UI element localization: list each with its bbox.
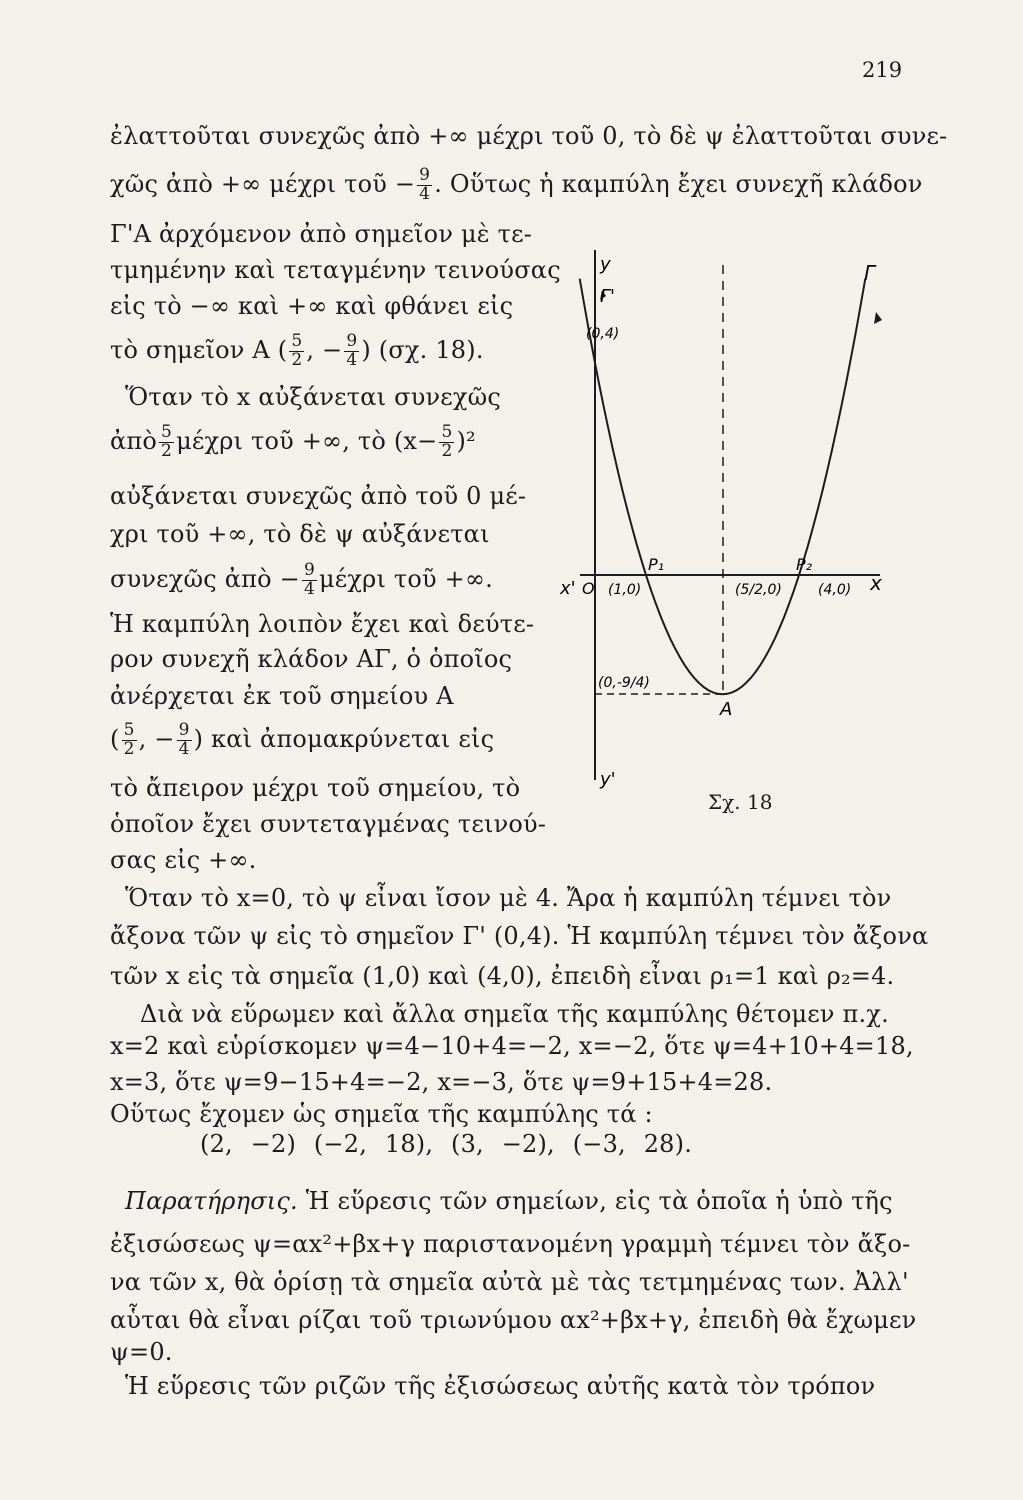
text: , − xyxy=(138,724,175,753)
denominator: 4 xyxy=(303,578,315,599)
text: ( xyxy=(110,724,120,753)
denominator: 2 xyxy=(291,349,303,370)
text: ) καὶ ἀπομακρύνεται εἰς xyxy=(193,724,495,753)
label-y-prime: y' xyxy=(600,769,616,790)
fraction xyxy=(417,167,432,204)
para2-line12: σας εἰς +∞. xyxy=(110,846,257,874)
numerator: 9 xyxy=(178,720,190,740)
text: )² xyxy=(456,426,476,455)
para2-line5 xyxy=(110,562,493,599)
label-vertex-a: A xyxy=(720,699,733,720)
label-root1: (1,0) xyxy=(608,582,642,598)
arrow-right-branch-icon xyxy=(874,312,882,324)
text: ἀπὸ xyxy=(110,426,158,455)
para5-line3: να τῶν x, θὰ ὁρίσῃ τὰ σημεῖα αὐτὰ μὲ τὰς τετμημένας των. Ἀλλ' xyxy=(110,1268,909,1296)
para2-line4: χρι τοῦ +∞, τὸ δὲ ψ αὐξάνεται xyxy=(110,520,490,548)
label-gamma-prime: Γ' xyxy=(600,286,615,307)
para5-line2: ἐξισώσεως ψ=αx²+βx+γ παριστανομένη γραμμὴ τέμνει τὸν ἄξο- xyxy=(110,1230,911,1258)
denominator: 4 xyxy=(419,183,431,204)
numerator: 5 xyxy=(123,720,135,740)
label-gamma: Γ xyxy=(864,261,876,285)
text: . Οὕτως ἡ καμπύλη ἔχει συνεχῆ κλάδον xyxy=(434,169,923,198)
denominator: 2 xyxy=(161,440,173,461)
fraction xyxy=(344,333,359,370)
denominator: 2 xyxy=(441,440,453,461)
para2-line3: αὐξάνεται συνεχῶς ἀπὸ τοῦ 0 μέ- xyxy=(110,482,527,510)
fraction xyxy=(302,562,317,599)
para5-line6: Ἡ εὕρεσις τῶν ριζῶν τῆς ἐξισώσεως αὐτῆς κατὰ τὸν τρόπον xyxy=(125,1372,876,1400)
numerator: 5 xyxy=(161,422,173,442)
para4-line3: x=3, ὅτε ψ=9−15+4=−2, x=−3, ὅτε ψ=9+15+4=28. xyxy=(110,1068,773,1096)
para4-line4: Οὕτως ἔχομεν ὡς σημεῖα τῆς καμπύλης τά : xyxy=(110,1100,653,1128)
label-point-c: (0,4) xyxy=(586,326,620,342)
para2-line2 xyxy=(110,424,476,461)
para3-line2: ἄξονα τῶν ψ εἰς τὸ σημεῖον Γ' (0,4). Ἡ καμπύλη τέμνει τὸν ἄξονα xyxy=(110,922,929,950)
fraction xyxy=(439,424,454,461)
para2-line9 xyxy=(110,722,494,759)
denominator: 2 xyxy=(123,738,135,759)
numerator: 9 xyxy=(346,331,358,351)
numerator: 9 xyxy=(303,560,315,580)
label-y: y xyxy=(600,254,611,275)
para3-line3: τῶν x εἰς τὰ σημεῖα (1,0) καὶ (4,0), ἐπειδὴ εἶναι ρ₁=1 καὶ ρ₂=4. xyxy=(110,962,895,990)
label-root2: (4,0) xyxy=(818,582,852,598)
remark-title: Παρατήρησις. xyxy=(125,1187,298,1215)
para3-line1: Ὅταν τὸ x=0, τὸ ψ εἶναι ἴσον μὲ 4. Ἄρα ἡ καμπύλη τέμνει τὸν xyxy=(125,884,892,912)
parabola-curve xyxy=(580,279,866,695)
fraction xyxy=(177,722,192,759)
para2-line8: ἀνέρχεται ἐκ τοῦ σημείου Α xyxy=(110,682,454,710)
label-x: x xyxy=(870,571,882,595)
text: τὸ σημεῖον Α ( xyxy=(110,335,288,364)
text: Ἡ εὕρεσις τῶν σημείων, εἰς τὰ ὁποῖα ἡ ὑπὸ τῆς xyxy=(305,1187,893,1215)
para4-line2: x=2 καὶ εὑρίσκομεν ψ=4−10+4=−2, x=−2, ὅτε ψ=4+10+4=18, xyxy=(110,1032,914,1060)
denominator: 4 xyxy=(178,738,190,759)
para2-line7: ρον συνεχῆ κλάδον ΑΓ, ὁ ὁποῖος xyxy=(110,645,513,673)
text: χῶς ἀπὸ +∞ μέχρι τοῦ − xyxy=(110,169,416,198)
denominator: 4 xyxy=(346,349,358,370)
para2-line10: τὸ ἄπειρον μέχρι τοῦ σημείου, τὸ xyxy=(110,774,521,802)
parabola-figure xyxy=(560,240,920,800)
para2-line1: Ὅταν τὸ x αὐξάνεται συνεχῶς xyxy=(125,383,502,411)
para5-line5: ψ=0. xyxy=(110,1338,173,1366)
page-number: 219 xyxy=(862,58,903,82)
label-p2: P₂ xyxy=(796,555,813,574)
para1-line4: τμημένην καὶ τεταγμένην τεινούσας xyxy=(110,256,561,284)
label-p1: P₁ xyxy=(648,555,665,574)
para4-line1: Διὰ νὰ εὕρωμεν καὶ ἄλλα σημεῖα τῆς καμπύλης θέτομεν π.χ. xyxy=(140,1000,889,1028)
numerator: 5 xyxy=(291,331,303,351)
para1-line5: εἰς τὸ −∞ καὶ +∞ καὶ φθάνει εἰς xyxy=(110,292,514,320)
fraction xyxy=(159,424,174,461)
para2-line6: Ἡ καμπύλη λοιπὸν ἔχει καὶ δεύτε- xyxy=(110,610,535,638)
text: ) (σχ. 18). xyxy=(361,335,484,364)
label-midpoint: (5/2,0) xyxy=(735,582,782,598)
figure-caption: Σχ. 18 xyxy=(708,790,773,814)
label-origin: O xyxy=(582,579,595,598)
para4-line5: (2, −2) (−2, 18), (3, −2), (−3, 28). xyxy=(200,1130,693,1158)
text: συνεχῶς ἀπὸ − xyxy=(110,564,300,593)
fraction xyxy=(122,722,137,759)
text: μέχρι τοῦ +∞. xyxy=(318,564,493,593)
fraction xyxy=(289,333,304,370)
label-minimum: (0,-9/4) xyxy=(598,675,650,691)
para1-line2 xyxy=(110,167,923,204)
text: , − xyxy=(306,335,343,364)
label-x-prime: x' xyxy=(560,578,576,599)
numerator: 5 xyxy=(441,422,453,442)
para1-line1: ἐλαττοῦται συνεχῶς ἀπὸ +∞ μέχρι τοῦ 0, τὸ δὲ ψ ἐλαττοῦται συνε- xyxy=(110,122,948,150)
para1-line6 xyxy=(110,333,484,370)
para5-line4: αὗται θὰ εἶναι ρίζαι τοῦ τριωνύμου αx²+βx+γ, ἐπειδὴ θὰ ἔχωμεν xyxy=(110,1306,917,1334)
para5-line1 xyxy=(125,1187,893,1215)
para1-line3: Γ'Α ἀρχόμενον ἀπὸ σημεῖον μὲ τε- xyxy=(110,220,533,248)
numerator: 9 xyxy=(419,165,431,185)
text: μέχρι τοῦ +∞, τὸ (x− xyxy=(176,426,438,455)
para2-line11: ὁποῖον ἔχει συντεταγμένας τεινού- xyxy=(110,810,547,838)
